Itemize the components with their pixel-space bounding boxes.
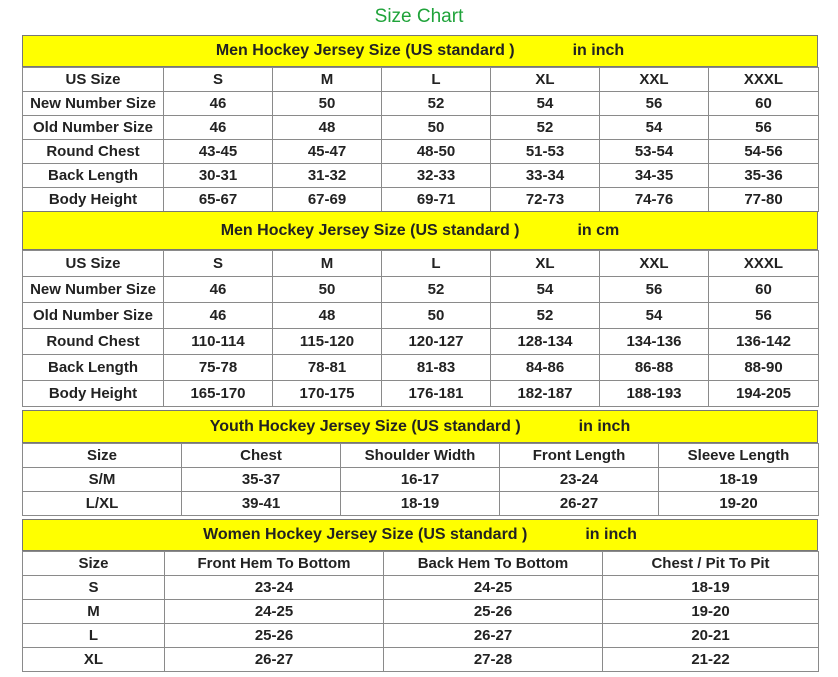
- men-inch-table: [22, 67, 819, 212]
- table-cell: XXXL: [709, 251, 819, 277]
- row-label-cell: L: [23, 624, 165, 648]
- men-inch-banner-title: Men Hockey Jersey Size (US standard ): [215, 42, 515, 59]
- table-cell: S: [164, 251, 273, 277]
- table-row: [23, 116, 819, 140]
- table-cell: L: [382, 68, 491, 92]
- row-label-cell: Back Length: [23, 355, 164, 381]
- table-header-row: [23, 68, 819, 92]
- table-cell: 115-120: [273, 329, 382, 355]
- table-cell: 16-17: [341, 468, 500, 492]
- women-section: [22, 519, 818, 672]
- table-cell: 78-81: [273, 355, 382, 381]
- table-cell: 81-83: [382, 355, 491, 381]
- youth-banner-title: Youth Hockey Jersey Size (US standard ): [209, 417, 521, 435]
- table-cell: 88-90: [709, 355, 819, 381]
- table-cell: 50: [273, 277, 382, 303]
- table-cell: 86-88: [600, 355, 709, 381]
- men-cm-banner-title: Men Hockey Jersey Size (US standard ): [220, 221, 520, 239]
- men-cm-section: [22, 211, 818, 407]
- table-cell: 65-67: [164, 188, 273, 212]
- row-label-cell: Body Height: [23, 188, 164, 212]
- row-label-cell: New Number Size: [23, 277, 164, 303]
- table-cell: 34-35: [600, 164, 709, 188]
- men-inch-banner: [22, 35, 818, 67]
- table-cell: 56: [600, 277, 709, 303]
- table-row: [23, 468, 819, 492]
- table-row: [23, 188, 819, 212]
- table-cell: 46: [164, 92, 273, 116]
- table-cell: Front Length: [500, 444, 659, 468]
- table-cell: S: [164, 68, 273, 92]
- page-title: Size Chart: [374, 6, 464, 27]
- table-row: [23, 329, 819, 355]
- table-cell: 54: [491, 92, 600, 116]
- table-cell: M: [273, 68, 382, 92]
- table-cell: 52: [491, 116, 600, 140]
- table-cell: 52: [382, 277, 491, 303]
- table-cell: 26-27: [384, 624, 603, 648]
- table-cell: 18-19: [603, 576, 819, 600]
- table-cell: 25-26: [384, 600, 603, 624]
- table-cell: 188-193: [600, 381, 709, 407]
- table-cell: 19-20: [659, 492, 819, 516]
- table-cell: XL: [491, 251, 600, 277]
- table-cell: Sleeve Length: [659, 444, 819, 468]
- row-label-cell: New Number Size: [23, 92, 164, 116]
- row-label-cell: Back Length: [23, 164, 164, 188]
- row-label-cell: Round Chest: [23, 140, 164, 164]
- women-banner-unit: in inch: [585, 526, 637, 543]
- row-label-cell: Round Chest: [23, 329, 164, 355]
- table-cell: 21-22: [603, 648, 819, 672]
- table-cell: L: [382, 251, 491, 277]
- table-header-row: [23, 552, 819, 576]
- women-table: [22, 551, 819, 672]
- table-cell: 43-45: [164, 140, 273, 164]
- row-label-cell: S: [23, 576, 165, 600]
- table-cell: 39-41: [182, 492, 341, 516]
- table-cell: 48: [273, 303, 382, 329]
- table-cell: 35-36: [709, 164, 819, 188]
- youth-banner: [22, 410, 818, 443]
- table-cell: M: [273, 251, 382, 277]
- row-label-cell: M: [23, 600, 165, 624]
- table-row: [23, 576, 819, 600]
- table-cell: 51-53: [491, 140, 600, 164]
- table-cell: 18-19: [659, 468, 819, 492]
- row-label-cell: Size: [23, 444, 182, 468]
- table-cell: 72-73: [491, 188, 600, 212]
- table-cell: 77-80: [709, 188, 819, 212]
- table-cell: 56: [709, 116, 819, 140]
- table-row: [23, 381, 819, 407]
- table-cell: 136-142: [709, 329, 819, 355]
- table-row: [23, 277, 819, 303]
- table-cell: 53-54: [600, 140, 709, 164]
- table-cell: Chest / Pit To Pit: [603, 552, 819, 576]
- table-cell: Chest: [182, 444, 341, 468]
- table-cell: 54: [491, 277, 600, 303]
- men-cm-table: [22, 250, 819, 407]
- table-row: [23, 303, 819, 329]
- row-label-cell: Body Height: [23, 381, 164, 407]
- table-cell: 27-28: [384, 648, 603, 672]
- table-cell: XL: [491, 68, 600, 92]
- table-cell: 31-32: [273, 164, 382, 188]
- youth-banner-unit: in inch: [578, 417, 631, 435]
- youth-section: [22, 410, 818, 516]
- women-banner: [22, 519, 818, 551]
- table-cell: 56: [600, 92, 709, 116]
- table-cell: 110-114: [164, 329, 273, 355]
- row-label-cell: L/XL: [23, 492, 182, 516]
- table-cell: 24-25: [165, 600, 384, 624]
- table-row: [23, 492, 819, 516]
- table-cell: 194-205: [709, 381, 819, 407]
- table-cell: Shoulder Width: [341, 444, 500, 468]
- table-cell: 176-181: [382, 381, 491, 407]
- table-cell: 23-24: [500, 468, 659, 492]
- table-cell: 60: [709, 277, 819, 303]
- men-cm-banner-unit: in cm: [577, 221, 620, 239]
- table-cell: 32-33: [382, 164, 491, 188]
- row-label-cell: S/M: [23, 468, 182, 492]
- table-cell: 46: [164, 116, 273, 140]
- table-cell: 75-78: [164, 355, 273, 381]
- table-cell: XXXL: [709, 68, 819, 92]
- table-cell: 52: [382, 92, 491, 116]
- table-cell: 45-47: [273, 140, 382, 164]
- table-cell: 74-76: [600, 188, 709, 212]
- table-cell: 165-170: [164, 381, 273, 407]
- men-inch-banner-unit: in inch: [572, 42, 625, 59]
- table-cell: 67-69: [273, 188, 382, 212]
- table-row: [23, 648, 819, 672]
- table-cell: 182-187: [491, 381, 600, 407]
- row-label-cell: Size: [23, 552, 165, 576]
- table-cell: 30-31: [164, 164, 273, 188]
- table-cell: 20-21: [603, 624, 819, 648]
- row-label-cell: Old Number Size: [23, 116, 164, 140]
- table-cell: 56: [709, 303, 819, 329]
- table-cell: 25-26: [165, 624, 384, 648]
- table-cell: Front Hem To Bottom: [165, 552, 384, 576]
- table-cell: 23-24: [165, 576, 384, 600]
- table-cell: 35-37: [182, 468, 341, 492]
- youth-table: [22, 443, 819, 516]
- table-cell: 69-71: [382, 188, 491, 212]
- table-cell: 26-27: [165, 648, 384, 672]
- table-cell: 52: [491, 303, 600, 329]
- table-cell: 128-134: [491, 329, 600, 355]
- table-cell: 60: [709, 92, 819, 116]
- table-header-row: [23, 444, 819, 468]
- table-cell: 54: [600, 116, 709, 140]
- table-cell: 84-86: [491, 355, 600, 381]
- men-inch-section: [22, 35, 818, 212]
- table-row: [23, 164, 819, 188]
- table-cell: 46: [164, 277, 273, 303]
- table-cell: 48: [273, 116, 382, 140]
- table-cell: 50: [382, 116, 491, 140]
- table-cell: 170-175: [273, 381, 382, 407]
- table-cell: Back Hem To Bottom: [384, 552, 603, 576]
- table-cell: 33-34: [491, 164, 600, 188]
- table-cell: 46: [164, 303, 273, 329]
- table-header-row: [23, 251, 819, 277]
- men-cm-banner: [22, 211, 818, 250]
- table-cell: XXL: [600, 68, 709, 92]
- table-cell: 50: [273, 92, 382, 116]
- table-cell: 50: [382, 303, 491, 329]
- table-cell: 18-19: [341, 492, 500, 516]
- women-banner-title: Women Hockey Jersey Size (US standard ): [203, 526, 528, 543]
- table-row: [23, 92, 819, 116]
- table-cell: 54: [600, 303, 709, 329]
- table-cell: 24-25: [384, 576, 603, 600]
- table-row: [23, 355, 819, 381]
- table-row: [23, 624, 819, 648]
- table-row: [23, 600, 819, 624]
- row-label-cell: XL: [23, 648, 165, 672]
- row-label-cell: US Size: [23, 251, 164, 277]
- table-cell: 134-136: [600, 329, 709, 355]
- table-cell: 26-27: [500, 492, 659, 516]
- table-cell: 120-127: [382, 329, 491, 355]
- table-cell: XXL: [600, 251, 709, 277]
- table-cell: 19-20: [603, 600, 819, 624]
- row-label-cell: Old Number Size: [23, 303, 164, 329]
- table-cell: 54-56: [709, 140, 819, 164]
- table-row: [23, 140, 819, 164]
- row-label-cell: US Size: [23, 68, 164, 92]
- table-cell: 48-50: [382, 140, 491, 164]
